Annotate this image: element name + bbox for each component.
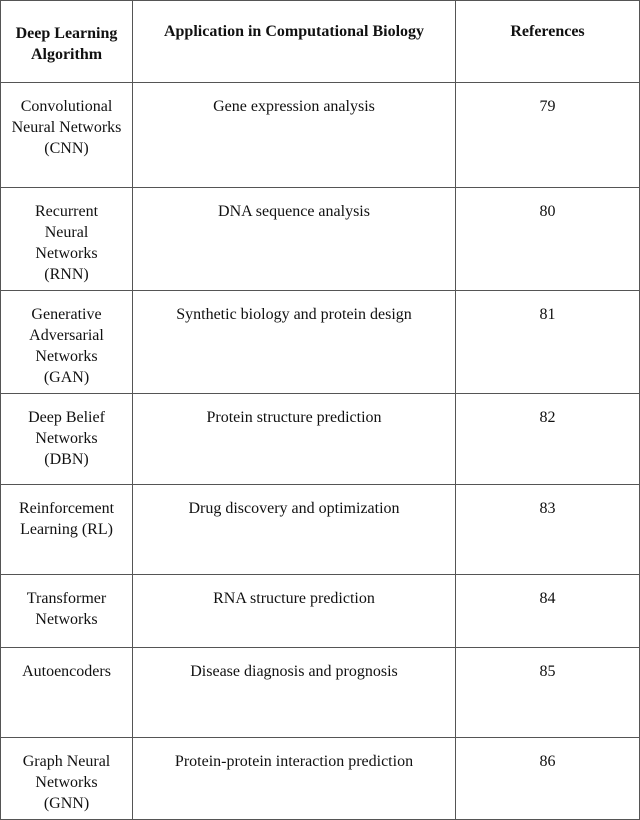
table-row xyxy=(1,83,640,188)
table-row xyxy=(1,485,640,575)
algorithm-cell: Autoencoders xyxy=(1,648,133,738)
table-row xyxy=(1,738,640,820)
table-row xyxy=(1,648,640,738)
reference-cell: 80 xyxy=(456,188,640,291)
application-cell: Disease diagnosis and prognosis xyxy=(133,648,456,738)
reference-cell: 84 xyxy=(456,575,640,648)
application-cell: Drug discovery and optimization xyxy=(133,485,456,575)
reference-cell: 83 xyxy=(456,485,640,575)
application-cell: Protein structure prediction xyxy=(133,394,456,485)
algorithm-cell: Deep Belief Networks (DBN) xyxy=(1,394,133,485)
table-row xyxy=(1,188,640,291)
application-cell: Synthetic biology and protein design xyxy=(133,291,456,394)
algorithm-cell: Transformer Networks xyxy=(1,575,133,648)
reference-cell: 81 xyxy=(456,291,640,394)
reference-cell: 86 xyxy=(456,738,640,820)
table-row xyxy=(1,291,640,394)
algorithm-cell: Reinforcement Learning (RL) xyxy=(1,485,133,575)
algorithm-cell: Generative Adversarial Networks (GAN) xyxy=(1,291,133,394)
application-cell: RNA structure prediction xyxy=(133,575,456,648)
header-row xyxy=(1,1,640,83)
header-algorithm: Deep Learning Algorithm xyxy=(1,1,133,83)
algorithm-cell: Convolutional Neural Networks (CNN) xyxy=(1,83,133,188)
algorithm-cell: Recurrent Neural Networks (RNN) xyxy=(1,188,133,291)
header-application: Application in Computational Biology xyxy=(133,1,456,83)
application-cell: Gene expression analysis xyxy=(133,83,456,188)
algorithm-cell: Graph Neural Networks (GNN) xyxy=(1,738,133,820)
application-cell: Protein-protein interaction prediction xyxy=(133,738,456,820)
header-references: References xyxy=(456,1,640,83)
table-row xyxy=(1,575,640,648)
application-cell: DNA sequence analysis xyxy=(133,188,456,291)
reference-cell: 82 xyxy=(456,394,640,485)
reference-cell: 79 xyxy=(456,83,640,188)
table-row xyxy=(1,394,640,485)
reference-cell: 85 xyxy=(456,648,640,738)
